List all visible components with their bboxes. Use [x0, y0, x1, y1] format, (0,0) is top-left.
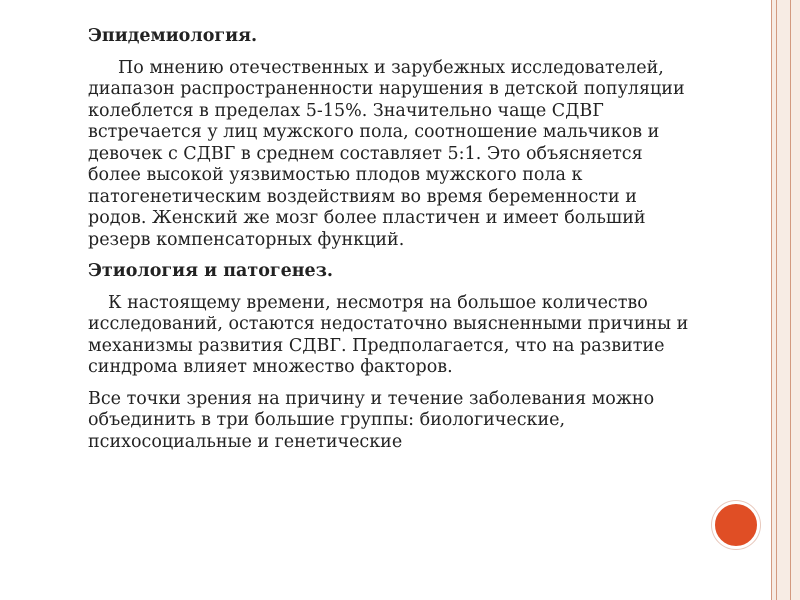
decorative-circle — [712, 501, 760, 549]
border-line — [776, 0, 777, 600]
list-item — [58, 26, 698, 48]
paragraph-groups: Все точки зрения на причину и течение заболевания можно объединить в три большие группы: биологические, психосоциальные и генетические — [88, 388, 655, 452]
border-line — [790, 0, 791, 600]
section-heading-etiology: Этиология и патогенез. — [88, 261, 333, 281]
slide-content — [58, 26, 698, 463]
border-line — [771, 0, 772, 600]
list-item — [58, 389, 698, 454]
list-item — [58, 293, 698, 379]
list-item — [58, 58, 698, 252]
paragraph-epidemiology: По мнению отечественных и зарубежных исследователей, диапазон распространенности нарушения в детской популяции колеблется в пределах 5-15%. Значительно чаще СДВГ встречается у лиц мужского пола, соотношение мальчиков и девочек с СДВГ в среднем составляет 5:1. Это объясняется более высокой уязвимостью плодов мужского пола к патогенетическим воздействиям во время беременности и родов. Женский же мозг более пластичен и имеет больший резерв компенсаторных функций. — [88, 57, 685, 250]
list-item — [58, 261, 698, 283]
section-heading-epidemiology: Эпидемиология. — [88, 26, 258, 46]
paragraph-etiology: К настоящему времени, несмотря на большое количество исследований, остаются недостаточно выясненными причины и механизмы развития СДВГ. Предполагается, что на развитие синдрома влияет множество факторов. — [88, 292, 689, 377]
